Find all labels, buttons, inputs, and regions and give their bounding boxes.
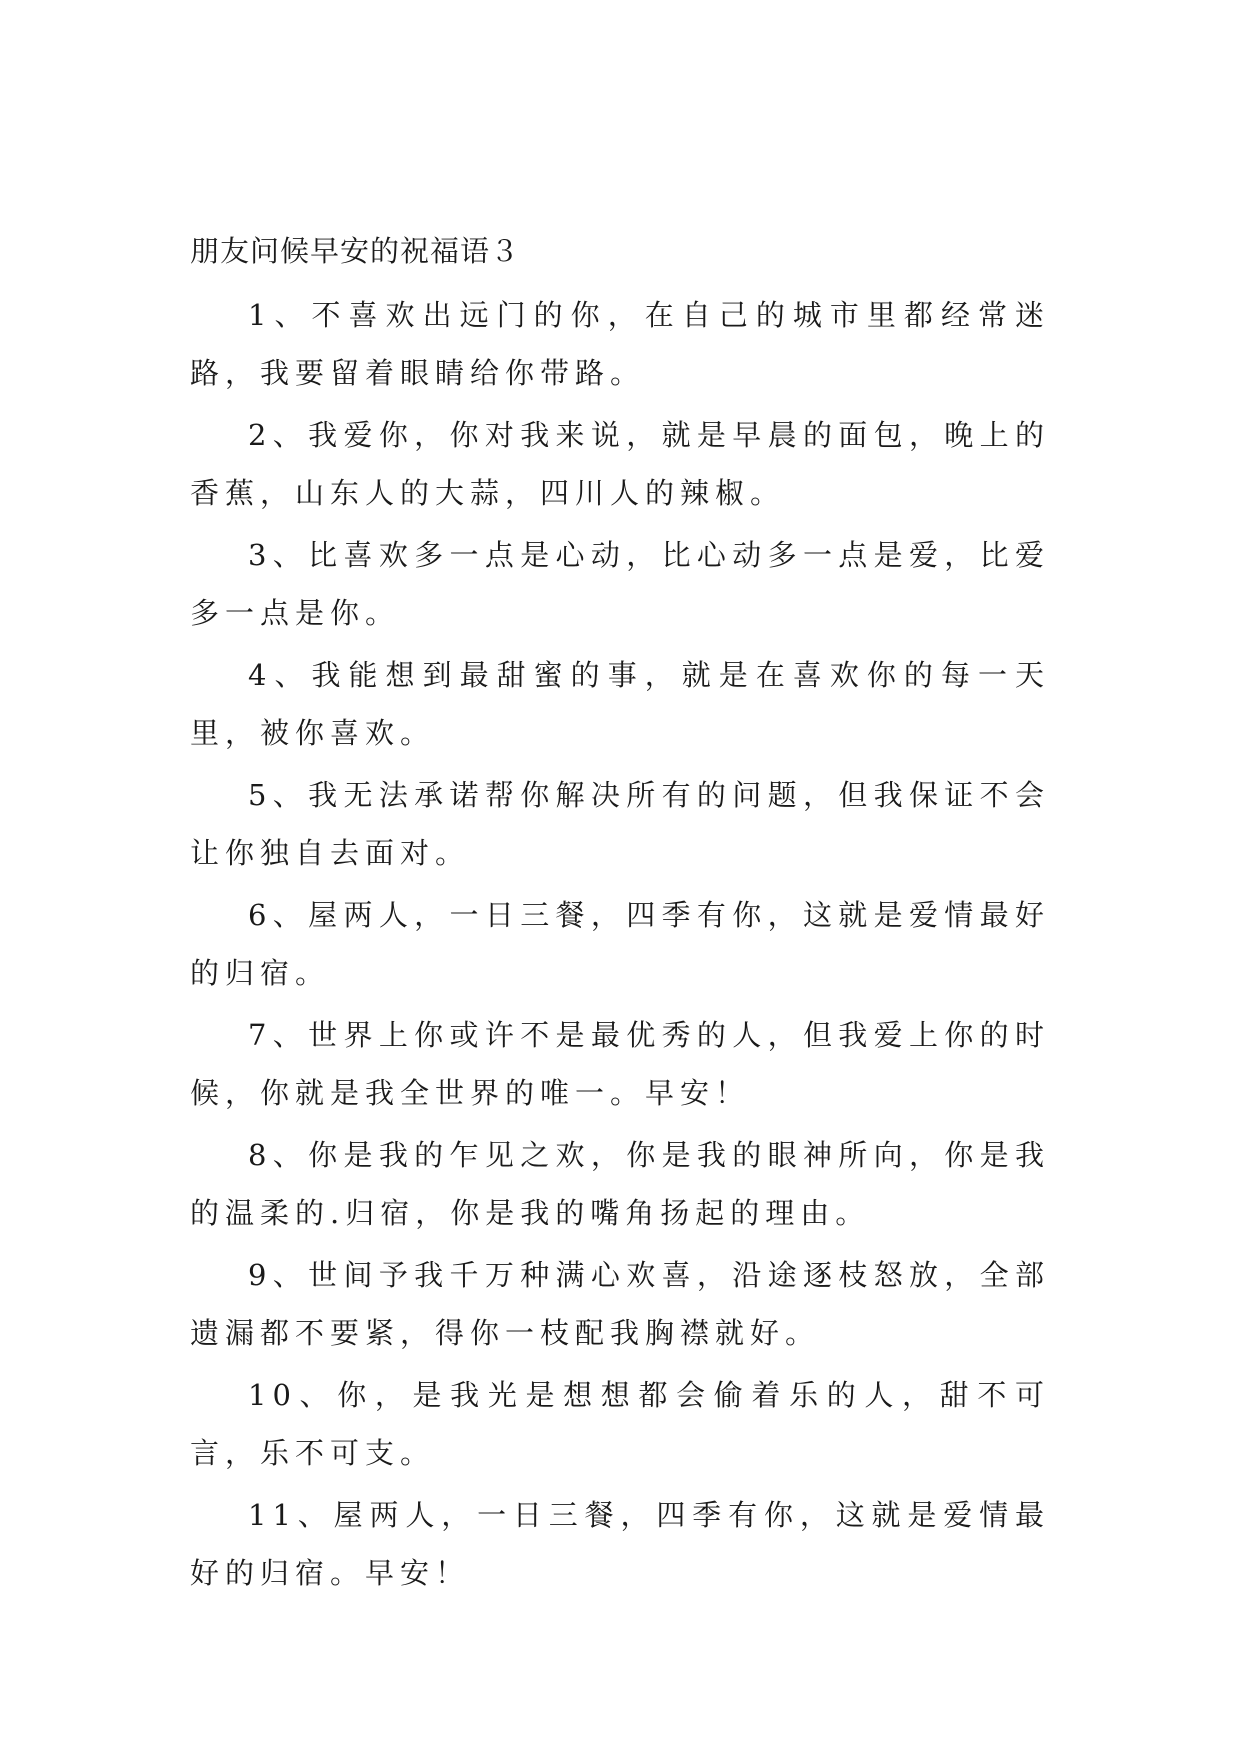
list-item: 9、世间予我千万种满心欢喜，沿途逐枝怒放，全部遗漏都不要紧，得你一枝配我胸襟就好。 <box>190 1258 1050 1350</box>
list-item: 2、我爱你，你对我来说，就是早晨的面包，晚上的香蕉，山东人的大蒜，四川人的辣椒。 <box>190 418 1050 510</box>
list-item: 5、我无法承诺帮你解决所有的问题，但我保证不会让你独自去面对。 <box>190 778 1050 870</box>
list-item: 1、不喜欢出远门的你，在自己的城市里都经常迷路，我要留着眼睛给你带路。 <box>190 298 1050 390</box>
document-title: 朋友问候早安的祝福语３ <box>190 234 521 268</box>
list-item: 3、比喜欢多一点是心动，比心动多一点是爱，比爱多一点是你。 <box>190 538 1050 630</box>
list-item: 7、世界上你或许不是最优秀的人，但我爱上你的时候，你就是我全世界的唯一。早安！ <box>190 1018 1050 1110</box>
list-item: 11、屋两人，一日三餐，四季有你，这就是爱情最好的归宿。早安！ <box>190 1498 1050 1590</box>
list-item: 10、你，是我光是想想都会偷着乐的人，甜不可言，乐不可支。 <box>190 1378 1050 1470</box>
list-item: 4、我能想到最甜蜜的事，就是在喜欢你的每一天里，被你喜欢。 <box>190 658 1050 750</box>
list-item: 8、你是我的乍见之欢，你是我的眼神所向，你是我的温柔的.归宿，你是我的嘴角扬起的理由。 <box>190 1138 1050 1230</box>
document-body <box>190 222 1050 1606</box>
list-item: 6、屋两人，一日三餐，四季有你，这就是爱情最好的归宿。 <box>190 898 1050 990</box>
